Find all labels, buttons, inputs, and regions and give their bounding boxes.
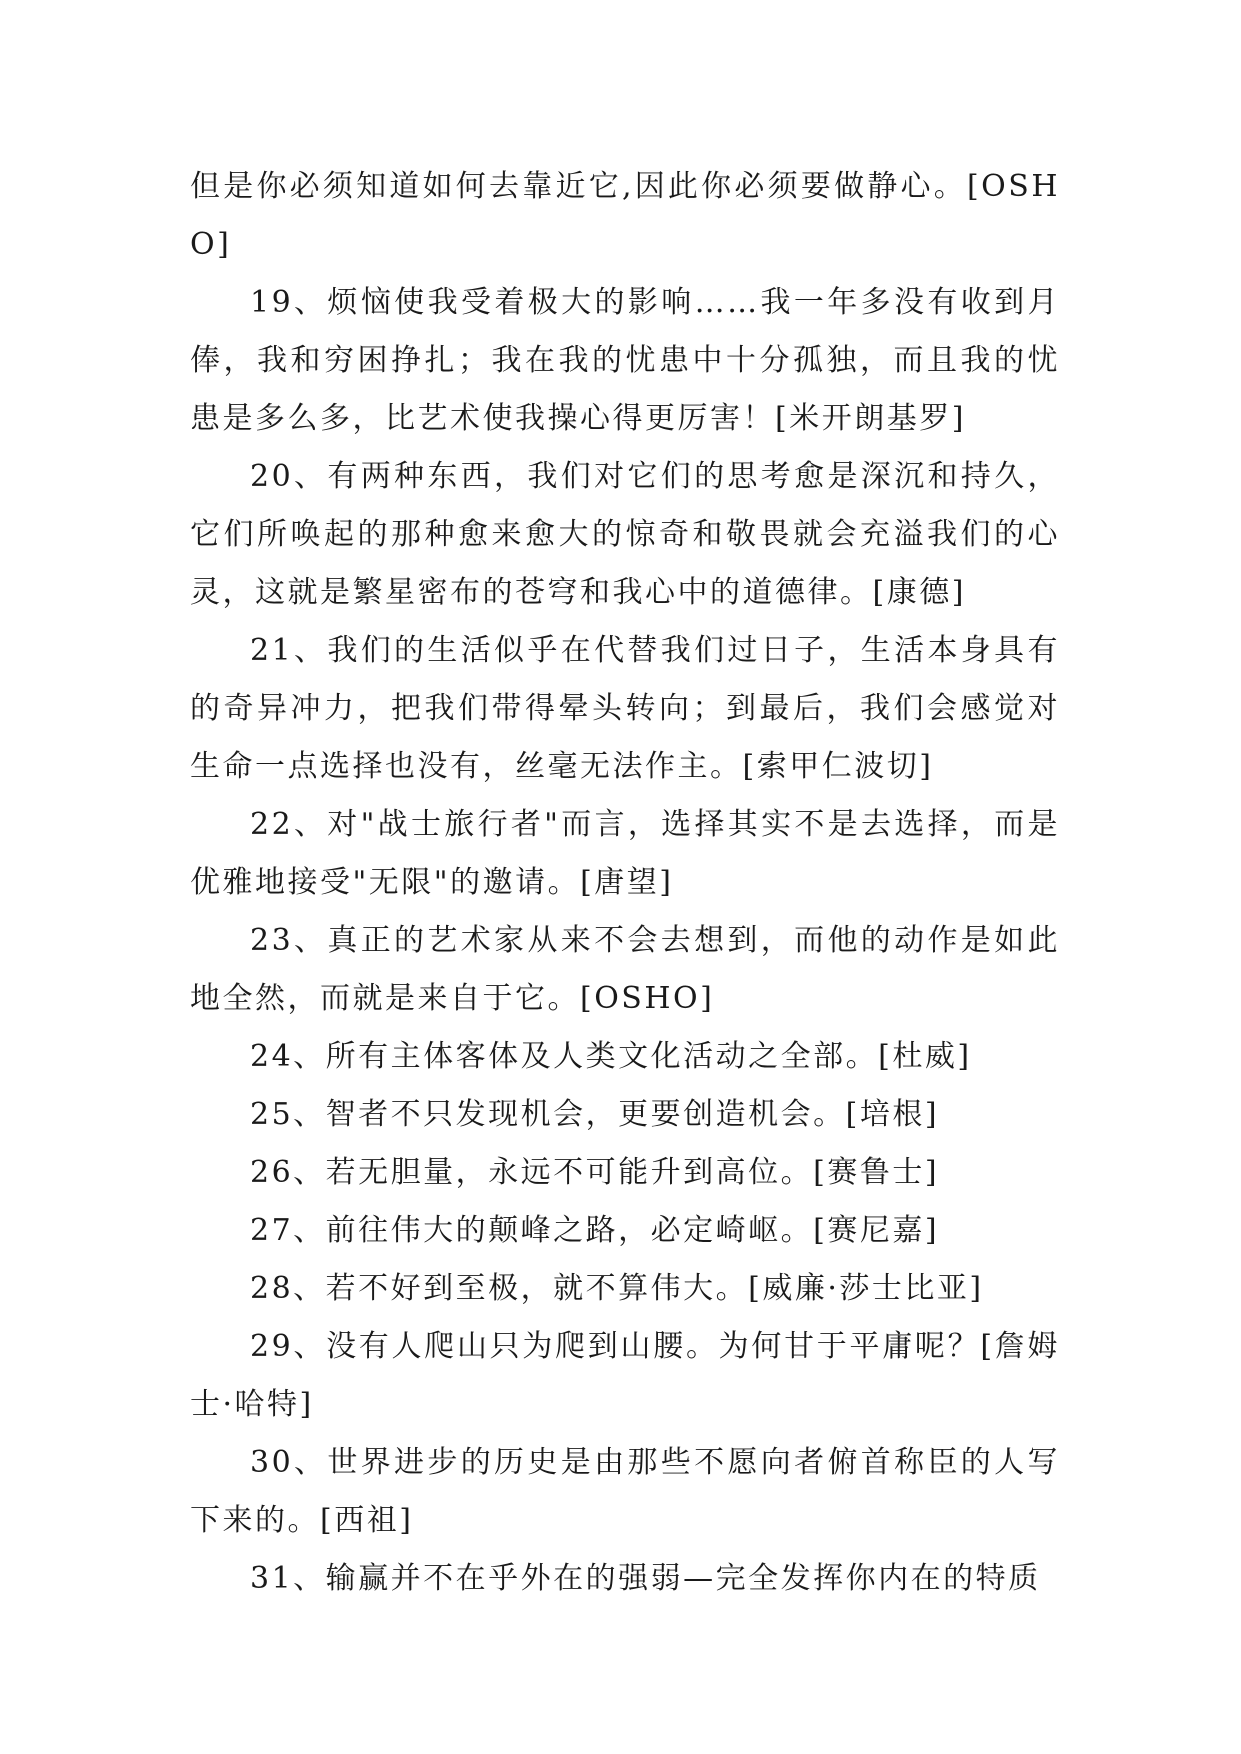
quote-26: 26、若无胆量，永远不可能升到高位。[赛鲁士] (250, 1155, 940, 1190)
quote-29: 29、没有人爬山只为爬到山腰。为何甘于平庸呢？[詹姆士·哈特] (190, 1329, 1060, 1422)
quote-30: 30、世界进步的历史是由那些不愿向者俯首称臣的人写下来的。[西祖] (190, 1445, 1060, 1538)
quote-19: 19、烦恼使我受着极大的影响……我一年多没有收到月俸，我和穷困挣扎；我在我的忧患中十分孤独，而且我的忧患是多么多，比艺术使我操心得更厉害！[米开朗基罗] (190, 285, 1060, 436)
quote-23: 23、真正的艺术家从来不会去想到，而他的动作是如此地全然，而就是来自于它。[OSHO] (190, 923, 1060, 1016)
quote-21: 21、我们的生活似乎在代替我们过日子，生活本身具有的奇异冲力，把我们带得晕头转向；到最后，我们会感觉对生命一点选择也没有，丝毫无法作主。[索甲仁波切] (190, 633, 1060, 784)
quote-31: 31、输赢并不在乎外在的强弱—完全发挥你内在的特质 (250, 1561, 1041, 1596)
quote-25: 25、智者不只发现机会，更要创造机会。[培根] (250, 1097, 940, 1132)
paragraph-continuation: 但是你必须知道如何去靠近它,因此你必须要做静心。[OSHO] (190, 169, 1060, 262)
quote-24: 24、所有主体客体及人类文化活动之全部。[杜威] (250, 1039, 972, 1074)
quote-20: 20、有两种东西，我们对它们的思考愈是深沉和持久，它们所唤起的那种愈来愈大的惊奇和敬畏就会充溢我们的心灵，这就是繁星密布的苍穹和我心中的道德律。[康德] (190, 459, 1060, 610)
quote-27: 27、前往伟大的颠峰之路，必定崎岖。[赛尼嘉] (250, 1213, 940, 1248)
quote-28: 28、若不好到至极，就不算伟大。[威廉·莎士比亚] (250, 1271, 984, 1306)
quote-22: 22、对"战士旅行者"而言，选择其实不是去选择，而是优雅地接受"无限"的邀请。[唐望] (190, 807, 1060, 900)
quotes-text (190, 158, 1060, 1608)
